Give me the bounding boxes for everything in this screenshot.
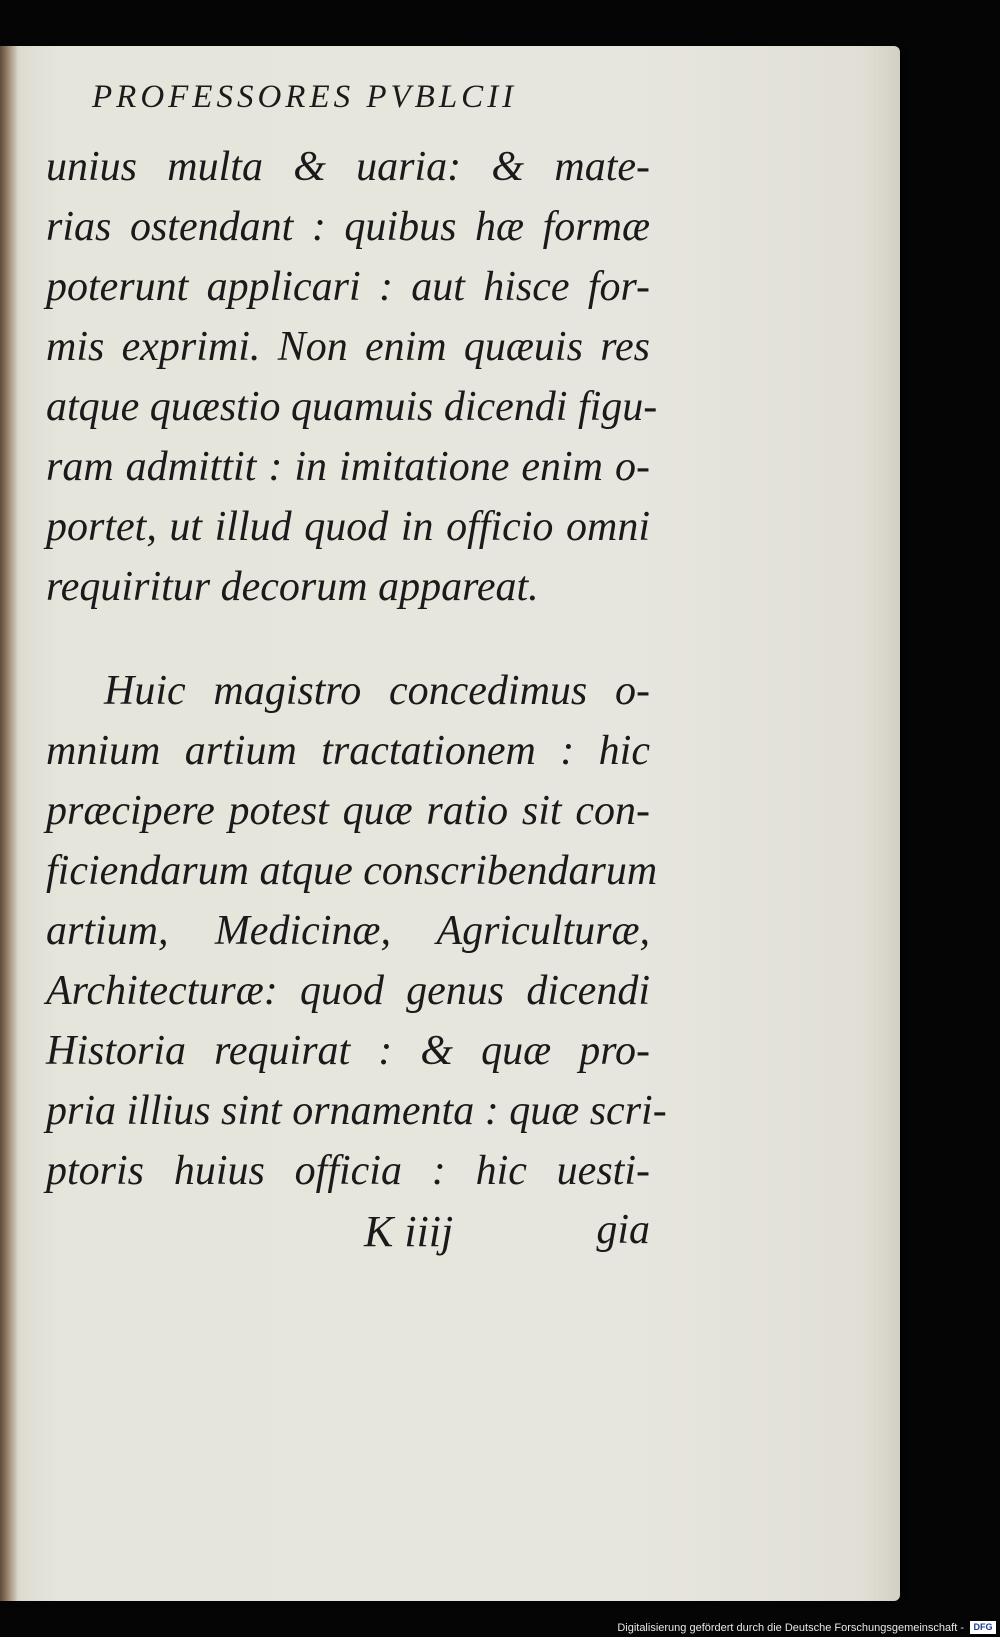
- text-line: artium, Medicinæ, Agriculturæ,: [46, 908, 650, 954]
- digitization-credit: Digitalisierung gefördert durch die Deutsche Forschungsgemeinschaft -: [617, 1622, 964, 1634]
- text-line: portet, ut illud quod in officio omni: [46, 504, 650, 550]
- text-line: rias ostendant : quibus hæ formæ: [46, 204, 650, 250]
- text-line: mnium artium tractationem : hic: [46, 728, 650, 774]
- text-line: atque quæstio quamuis dicendi figu-: [46, 384, 658, 430]
- signature-mark: K iiij: [364, 1207, 454, 1256]
- text-line: unius multa & uaria: & mate-: [46, 144, 650, 190]
- text-line: requiritur decorum appareat.: [46, 564, 539, 610]
- text-line: ram admittit : in imitatione enim o-: [46, 444, 650, 490]
- catchword: gia: [596, 1207, 650, 1253]
- book-page: [0, 46, 900, 1601]
- dfg-logo: DFG: [970, 1621, 996, 1634]
- text-line: pria illius sint ornamenta : quæ scri-: [46, 1088, 667, 1134]
- text-line: Historia requirat : & quæ pro-: [46, 1028, 650, 1074]
- running-header: PROFESSORES PVBLCII: [92, 79, 518, 115]
- text-line: Huic magistro concedimus o-: [104, 668, 650, 714]
- text-line: Architecturæ: quod genus dicendi: [46, 968, 650, 1014]
- text-line: præcipere potest quæ ratio sit con-: [46, 788, 650, 834]
- footer-bar: [0, 1617, 1000, 1637]
- text-line: mis exprimi. Non enim quæuis res: [46, 324, 650, 370]
- text-line: ptoris huius officia : hic uesti-: [46, 1148, 650, 1194]
- page-foot: [46, 1206, 650, 1266]
- page-binding-edge: [0, 46, 18, 1601]
- text-line: poterunt applicari : aut hisce for-: [46, 264, 650, 310]
- text-line: ficiendarum atque conscribendarum: [46, 848, 658, 894]
